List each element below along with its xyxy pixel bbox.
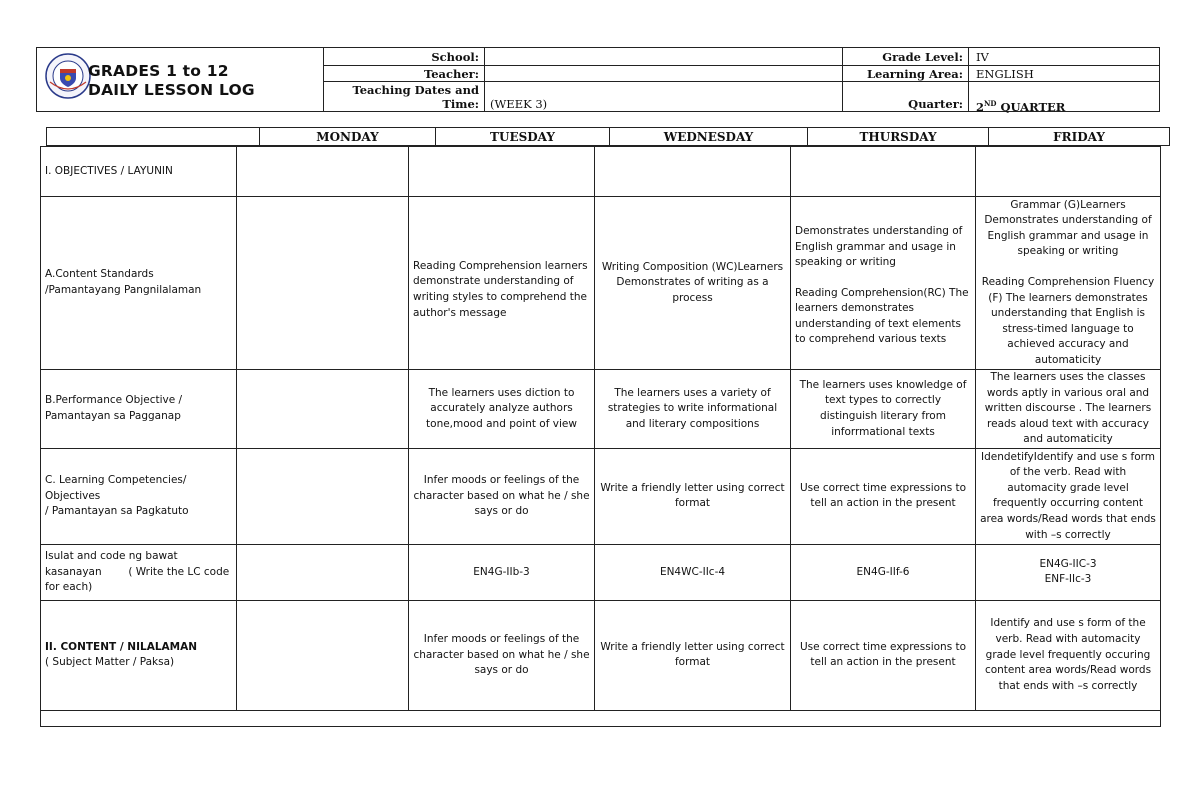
- day-header-wednesday: WEDNESDAY: [609, 128, 807, 145]
- grade-field[interactable]: IV: [976, 50, 989, 64]
- row-label-content: II. CONTENT / NILALAMAN ( Subject Matter / Paksa): [41, 600, 237, 710]
- logo-text: [48, 60, 49, 61]
- cell-thursday[interactable]: EN4G-IIf-6: [791, 544, 976, 600]
- table-row: [41, 448, 1161, 544]
- divider: [323, 65, 1160, 66]
- cell-tuesday[interactable]: Infer moods or feelings of the character based on what he / she says or do: [409, 600, 595, 710]
- cell-thursday[interactable]: The learners uses knowledge of text types to correctly distinguish literary from inforrmational texts: [791, 370, 976, 449]
- cell-blank-row[interactable]: [41, 710, 1161, 726]
- deped-seal-icon: [44, 52, 92, 100]
- cell-friday[interactable]: EN4G-IIC-3 ENF-IIc-3: [976, 544, 1161, 600]
- cell-wednesday[interactable]: The learners uses a variety of strategies to write informational and literary compositions: [595, 370, 791, 449]
- cell-monday[interactable]: [237, 544, 409, 600]
- cell-thursday[interactable]: Use correct time expressions to tell an action in the present: [791, 448, 976, 544]
- cell-friday[interactable]: [976, 147, 1161, 197]
- table-row: [41, 600, 1161, 710]
- teacher-label: Teacher:: [424, 67, 479, 81]
- cell-tuesday[interactable]: Reading Comprehension learners demonstrate understanding of writing styles to comprehend the author's message: [409, 197, 595, 370]
- cell-friday[interactable]: Grammar (G)Learners Demonstrates understanding of English grammar and usage in speaking or writing Reading Comprehension Fluency (F) The learners demonstrates understanding that English is stress-timed language to achieved accuracy and automaticity: [976, 197, 1161, 370]
- row-label-lc-code: Isulat and code ng bawat kasanayan ( Write the LC code for each): [41, 544, 237, 600]
- form-title: [88, 62, 255, 100]
- cell-wednesday[interactable]: Write a friendly letter using correct format: [595, 448, 791, 544]
- cell-thursday[interactable]: Use correct time expressions to tell an action in the present: [791, 600, 976, 710]
- day-header-row: [46, 127, 1170, 146]
- table-row: [41, 370, 1161, 449]
- table-row: [41, 544, 1161, 600]
- day-header-blank: [47, 128, 259, 145]
- school-label: School:: [431, 50, 479, 64]
- row-label-performance: B.Performance Objective / Pamantayan sa Pagganap: [41, 370, 237, 449]
- row-label-objectives: I. OBJECTIVES / LAYUNIN: [41, 147, 237, 197]
- cell-monday[interactable]: [237, 197, 409, 370]
- row-label-competencies: C. Learning Competencies/ Objectives / Pamantayan sa Pagkatuto: [41, 448, 237, 544]
- day-header-friday: FRIDAY: [988, 128, 1169, 145]
- cell-thursday[interactable]: [791, 147, 976, 197]
- cell-tuesday[interactable]: Infer moods or feelings of the character based on what he / she says or do: [409, 448, 595, 544]
- cell-tuesday[interactable]: EN4G-IIb-3: [409, 544, 595, 600]
- row-label-content-standards: A.Content Standards /Pamantayang Pangnilalaman: [41, 197, 237, 370]
- divider: [484, 47, 485, 112]
- area-field[interactable]: ENGLISH: [976, 67, 1034, 81]
- cell-monday[interactable]: [237, 147, 409, 197]
- cell-friday[interactable]: IdendetifyIdentify and use s form of the verb. Read with automacity grade level frequently occurring content area words/Read words that ends with –s correctly: [976, 448, 1161, 544]
- cell-friday[interactable]: The learners uses the classes words aptly in various oral and written discourse . The learners reads aloud text with accuracy and automaticity: [976, 370, 1161, 449]
- lesson-log-table: [40, 146, 1161, 727]
- cell-friday[interactable]: Identify and use s form of the verb. Read with automacity grade level frequently occuring content area words/Read words that ends with –s correctly: [976, 600, 1161, 710]
- table-row: [41, 710, 1161, 726]
- quarter-field[interactable]: 2ND QUARTER: [976, 99, 1066, 114]
- divider: [968, 47, 969, 112]
- cell-monday[interactable]: [237, 448, 409, 544]
- table-row: [41, 197, 1161, 370]
- quarter-label: Quarter:: [908, 97, 963, 111]
- cell-monday[interactable]: [237, 370, 409, 449]
- form-title-line2: DAILY LESSON LOG: [88, 81, 255, 99]
- cell-wednesday[interactable]: Write a friendly letter using correct format: [595, 600, 791, 710]
- grade-label: Grade Level:: [882, 50, 963, 64]
- cell-thursday[interactable]: Demonstrates understanding of English grammar and usage in speaking or writing Reading Comprehension(RC) The learners demonstrates understanding of text elements to comprehend various texts: [791, 197, 976, 370]
- dates-label: Teaching Dates and Time:: [352, 83, 479, 111]
- form-title-line1: GRADES 1 to 12: [88, 62, 229, 80]
- cell-wednesday[interactable]: Writing Composition (WC)Learners Demonstrates of writing as a process: [595, 197, 791, 370]
- day-header-monday: MONDAY: [259, 128, 435, 145]
- day-header-tuesday: TUESDAY: [435, 128, 609, 145]
- cell-monday[interactable]: [237, 600, 409, 710]
- area-label: Learning Area:: [866, 67, 963, 81]
- cell-wednesday[interactable]: EN4WC-IIc-4: [595, 544, 791, 600]
- table-row: [41, 147, 1161, 197]
- divider: [323, 81, 1160, 82]
- cell-tuesday[interactable]: [409, 147, 595, 197]
- cell-tuesday[interactable]: The learners uses diction to accurately analyze authors tone,mood and point of view: [409, 370, 595, 449]
- cell-wednesday[interactable]: [595, 147, 791, 197]
- day-header-thursday: THURSDAY: [807, 128, 988, 145]
- dates-field[interactable]: (WEEK 3): [490, 97, 548, 111]
